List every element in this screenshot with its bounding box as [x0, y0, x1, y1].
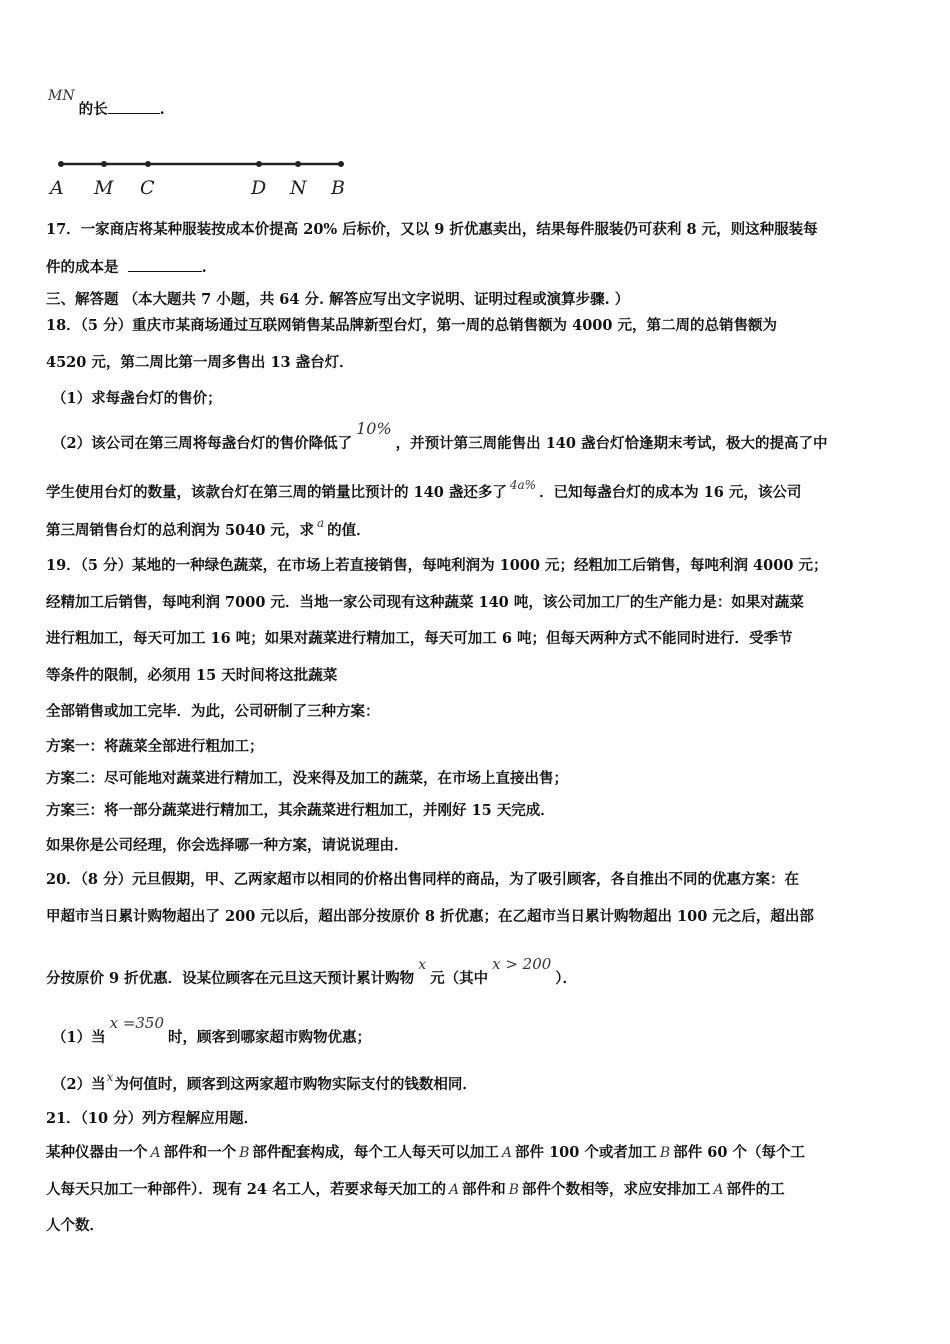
point-m: [101, 161, 107, 167]
q18-part1: （1）求每盏台灯的售价；: [52, 390, 222, 407]
label-m: M: [94, 177, 114, 199]
q20-part2-b: 为何值时，顾客到这两家超市购物实际支付的钱数相同．: [114, 1076, 477, 1093]
q18-line1: 18．（5 分）重庆市某商场通过互联网销售某品牌新型台灯，第一周的总销售额为 4000 元，第二周的总销售额为: [46, 317, 778, 334]
math-B: B: [239, 1145, 250, 1161]
q20-part1: [52, 1014, 372, 1048]
q21-line2-c: 部件配套构成，每个工人每天可以加工: [252, 1144, 499, 1161]
q20-line3-b: 元（其中: [430, 970, 489, 987]
q18-line3-a: 学生使用台灯的数量，该款台灯在第三周的销量比预计的 140 盏还多了: [46, 484, 507, 501]
label-n: N: [290, 177, 307, 199]
q18-line4-a: 第三周销售台灯的总利润为 5040 元，求: [46, 522, 314, 539]
q21-line4: 人个数．: [46, 1217, 104, 1234]
math-A: A: [449, 1182, 460, 1198]
point-c: [145, 161, 151, 167]
q20-part1-a: （1）当: [52, 1029, 106, 1046]
q19-question: 如果你是公司经理，你会选择哪一种方案，请说说理由．: [46, 837, 409, 854]
q16-tail: [46, 88, 165, 120]
label-a: A: [50, 177, 64, 199]
point-n: [295, 161, 301, 167]
math-B: B: [659, 1145, 671, 1161]
q19-plan3: 方案三：将一部分蔬菜进行精加工，其余蔬菜进行粗加工，并刚好 15 天完成．: [46, 802, 555, 819]
math-x-eq-350: x =350: [109, 1014, 165, 1032]
q20-line3-c: ）．: [555, 970, 578, 987]
point-d: [256, 161, 262, 167]
q19-line5: 全部销售或加工完毕．为此，公司研制了三种方案：: [46, 703, 380, 720]
q21-line1: 21．（10 分）列方程解应用题．: [46, 1110, 259, 1127]
q21-line2: [46, 1143, 805, 1163]
q16-text: 的长: [78, 101, 108, 118]
answer-blank: [128, 271, 202, 272]
math-4a-percent: 4a%: [509, 478, 537, 492]
point-b: [338, 161, 344, 167]
math-10-percent: 10%: [356, 419, 392, 438]
q20-line3-a: 分按原价 9 折优惠．设某位顾客在元旦这天预计累计购物: [46, 970, 415, 987]
math-B: B: [508, 1182, 519, 1198]
q19-plan1: 方案一：将蔬菜全部进行粗加工；: [46, 738, 264, 755]
math-A: A: [713, 1182, 724, 1198]
math-a: a: [316, 516, 325, 530]
point-a: [58, 161, 64, 167]
q17-end: .: [201, 259, 207, 276]
q18-line4-b: 的值．: [327, 522, 371, 539]
q21-line2-d: 部件 100 个或者加工: [515, 1144, 657, 1161]
q18-line2: 4520 元，第二周比第一周多售出 13 盏台灯．: [46, 354, 354, 371]
q18-line4: [46, 516, 371, 541]
math-A: A: [501, 1145, 513, 1161]
q21-line3: [46, 1180, 785, 1200]
segment-figure: [44, 150, 364, 200]
math-x-gt-200: x > 200: [492, 955, 552, 973]
q20-line2: 甲超市当日累计购物超出了 200 元以后，超出部分按原价 8 折优惠；在乙超市当日累计购物超出 100 元之后，超出部: [46, 908, 814, 925]
q19-line4: 等条件的限制，必须用 15 天时间将这批蔬菜: [46, 667, 338, 684]
q21-line3-b: 部件和: [462, 1181, 506, 1198]
q19-line2: 经精加工后销售，每吨利润 7000 元．当地一家公司现有这种蔬菜 140 吨，该公司加工厂的生产能力是：如果对蔬菜: [46, 594, 804, 611]
label-d: D: [251, 177, 267, 199]
q18-line3-b: ．已知每盏台灯的成本为 16 元，该公司: [539, 484, 802, 501]
q17-line1: 17．一家商店将某种服装按成本价提高 20% 后标价，又以 9 折优惠卖出，结果每件服装仍可获利 8 元，则这种服装每: [46, 221, 818, 238]
q20-part1-b: 时，顾客到哪家超市购物优惠；: [168, 1029, 372, 1046]
q20-part2-a: （2）当: [52, 1076, 106, 1093]
section-heading: 三、解答题 （本大题共 7 小题，共 64 分. 解答应写出文字说明、证明过程或演算步骤. ）: [46, 291, 630, 308]
q21-line2-e: 部件 60 个（每个工: [673, 1144, 805, 1161]
math-x: x: [106, 1070, 114, 1084]
q20-part2: [52, 1070, 477, 1095]
label-b: B: [331, 177, 345, 199]
math-x: x: [418, 957, 427, 973]
q21-line2-a: 某种仪器由一个: [46, 1144, 148, 1161]
q21-line3-d: 部件的工: [726, 1181, 785, 1198]
label-c: C: [140, 177, 155, 199]
q16-end: .: [159, 101, 165, 118]
q19-line3: 进行粗加工，每天可加工 16 吨；如果对蔬菜进行精加工，每天可加工 6 吨；但每天两种方式不能同时进行．受季节: [46, 630, 793, 647]
q21-line3-a: 人每天只加工一种部件）．现有 24 名工人，若要求每天加工的: [46, 1181, 447, 1198]
q18-line3: [46, 478, 802, 503]
math-A: A: [150, 1145, 161, 1161]
answer-blank: [108, 113, 160, 114]
q21-line3-c: 部件个数相等，求应安排加工: [521, 1181, 711, 1198]
q18-part2: [52, 419, 828, 454]
q19-line1: 19．（5 分）某地的一种绿色蔬菜，在市场上若直接销售，每吨利润为 1000 元；经粗加工后销售，每吨利润 4000 元；: [46, 557, 828, 574]
q21-line2-b: 部件和一个: [163, 1144, 237, 1161]
mn-symbol: MN: [48, 88, 75, 104]
q17-text: 件的成本是: [46, 259, 119, 276]
q20-line1: 20．（8 分）元旦假期，甲、乙两家超市以相同的价格出售同样的商品，为了吸引顾客，各自推出不同的优惠方案：在: [46, 871, 800, 888]
q20-line3: [46, 955, 578, 989]
q17-line2: [46, 258, 207, 278]
q19-plan2: 方案二：尽可能地对蔬菜进行精加工，没来得及加工的蔬菜，在市场上直接出售；: [46, 770, 568, 787]
q18-part2-b: ，并预计第三周能售出 140 盏台灯恰逢期末考试，极大的提高了中: [395, 435, 828, 452]
q18-part2-a: （2）该公司在第三周将每盏台灯的售价降低了: [52, 435, 353, 452]
